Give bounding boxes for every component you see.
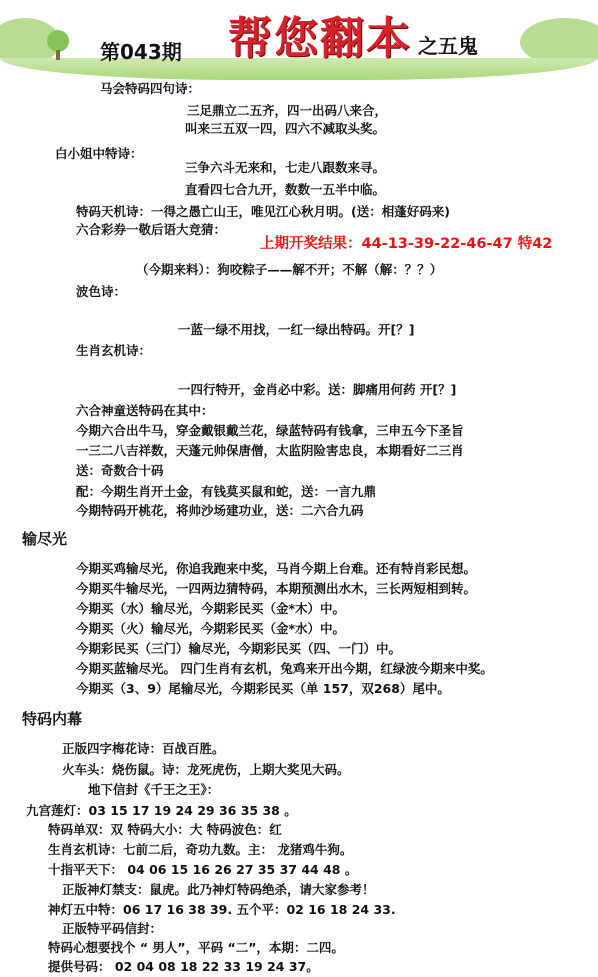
text-line: 十指平天下： 04 06 15 16 26 27 35 37 44 48 。	[48, 862, 358, 877]
text-line: 九宫莲灯：03 15 17 19 24 29 36 35 38 。	[26, 803, 297, 818]
text-line: 特码心想要找个 “ 男人”，平码 “二”，本期：二四。	[48, 940, 344, 955]
text-line: 直看四七合九开，数数一五半中临。	[185, 182, 386, 197]
tree-trunk	[56, 50, 60, 60]
text-line: 今期六合出牛马，穿金戴银戴兰花，绿蓝特码有钱拿，三申五今下圣旨	[76, 423, 464, 438]
last-draw-result: 上期开奖结果：44-13-39-22-46-47 特42	[260, 236, 553, 252]
tree-icon	[47, 30, 69, 52]
text-line: 今期买牛输尽光，一四两边猜特码，本期预测出水木，三长两短相到转。	[76, 581, 477, 596]
text-line: 神灯五中特：06 17 16 38 39. 五个平：02 16 18 24 33.	[48, 902, 396, 917]
logo-subtitle: 之五鬼	[418, 34, 478, 58]
text-line: 特码天机诗：一得之愚亡山王，唯见江心秋月明。(送：相蓬好码来)	[76, 204, 450, 219]
text-line: 今期特码开桃花，将帅沙场建功业，送：二六合九码	[76, 503, 364, 518]
text-line: 正版神灯禁支：鼠虎。此乃神灯特码绝杀，请大家参考！	[62, 882, 375, 897]
text-line: 六合彩券一敬后语大竞猜：	[76, 222, 227, 237]
text-line: 今期买（火）输尽光，今期彩民买（金*水）中。	[76, 621, 346, 636]
text-line: 地下信封《千王之王》：	[88, 782, 220, 797]
issue-number: 第043期	[100, 40, 182, 64]
text-line: 一三二八吉祥数，天蓬元帅保唐僧，太监阴险害忠良，本期看好二三肖	[76, 443, 464, 458]
text-line: 六合神童送特码在其中：	[76, 403, 214, 418]
text-line: 波色诗：	[76, 284, 127, 299]
text-line: 送：奇数合十码	[76, 463, 164, 478]
text-line: 今期买蓝输尽光。 四门生肖有玄机，兔鸡来开出今期，红绿波今期来中奖。	[76, 661, 493, 676]
text-line: 提供号码： 02 04 08 18 22 33 19 24 37。	[48, 959, 319, 974]
text-line: 三足鼎立二五齐，四一出码八来合，	[187, 103, 388, 118]
text-line: 马会特码四句诗：	[100, 81, 201, 96]
text-line: 特码单双：双 特码大小：大 特码波色：红	[48, 822, 282, 837]
text-line: （今期来料）：狗咬粽子——解不开；不解（解：？？）	[136, 262, 443, 277]
text-line: 火车头：烧伤鼠。诗：龙死虎伤，上期大奖见大码。	[62, 762, 350, 777]
text-line: 今期彩民买（三门）输尽光，今期彩民买（四、一门）中。	[76, 641, 402, 656]
text-line: 今期买（水）输尽光，今期彩民买（金*木）中。	[76, 601, 346, 616]
text-line: 今期买（3、9）尾输尽光，今期彩民买（单 157，双268）尾中。	[76, 681, 450, 696]
text-line: 一四行特开，金肖必中彩。送：脚痛用何药 开[？]	[178, 382, 457, 397]
text-line: 叫来三五双一四，四六不减取头奖。	[185, 121, 386, 136]
text-line: 正版特平码信封：	[62, 921, 163, 936]
text-line: 生肖玄机诗：	[76, 343, 152, 358]
text-line: 正版四字梅花诗：百战百胜。	[62, 741, 225, 756]
header-banner	[0, 0, 598, 80]
text-line: 三争六斗无来和，七走八跟数来寻。	[185, 160, 386, 175]
text-line: 配：今期生肖开土金，有钱莫买鼠和蛇，送：一言九鼎	[76, 484, 377, 499]
text-line: 一蓝一绿不用找，一红一绿出特码。开[？]	[178, 322, 415, 337]
text-line: 白小姐中特诗：	[55, 146, 143, 161]
logo-title: 帮您翻本	[228, 13, 412, 64]
text-line: 今期买鸡输尽光，你追我跑来中奖，马肖今期上台难。还有特肖彩民想。	[76, 561, 477, 576]
section-heading: 输尽光	[22, 530, 68, 548]
section-heading: 特码内幕	[22, 710, 83, 728]
text-line: 生肖玄机诗：七前二后，奇功九数。主： 龙猪鸡牛狗。	[48, 842, 353, 857]
